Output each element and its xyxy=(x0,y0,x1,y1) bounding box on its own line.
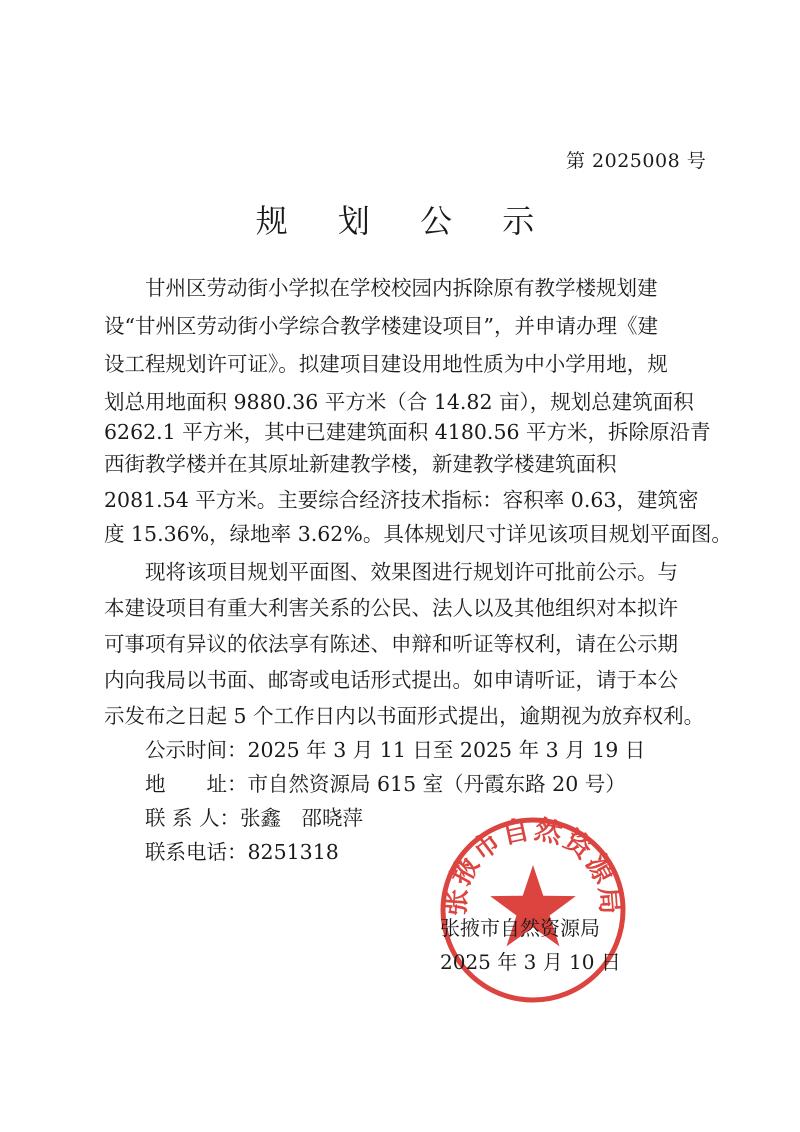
address-value: 市自然资源局 615 室（丹霞东路 20 号） xyxy=(247,772,626,796)
document-number: 第 2025008 号 xyxy=(566,150,707,172)
contact-value: 张鑫 邵晓萍 xyxy=(240,806,364,830)
phone-value: 8251318 xyxy=(247,840,339,864)
official-seal-icon xyxy=(438,815,628,1005)
address xyxy=(145,772,626,796)
paragraph-line: 可事项有异议的依法享有陈述、申辩和听证等权利，请在公示期 xyxy=(104,632,678,656)
signature-org: 张掖市自然资源局 xyxy=(440,916,600,940)
paragraph-line: 本建设项目有重大利害关系的公民、法人以及其他组织对本拟许 xyxy=(104,596,678,620)
seal-text: 张掖市自然资源局 xyxy=(440,815,626,918)
paragraph-line: 西街教学楼并在其原址新建教学楼，新建教学楼建筑面积 xyxy=(104,452,617,476)
paragraph-line: 设工程规划许可证》。拟建项目建设用地性质为中小学用地，规 xyxy=(104,352,668,376)
publicity-time xyxy=(145,738,645,762)
publicity-time-label: 公示时间： xyxy=(145,738,248,762)
publicity-time-value: 2025 年 3 月 11 日至 2025 年 3 月 19 日 xyxy=(247,738,646,762)
contact-phone xyxy=(145,840,339,864)
paragraph-line: 示发布之日起 5 个工作日内以书面形式提出，逾期视为放弃权利。 xyxy=(104,704,705,728)
paragraph-line: 6262.1 平方米，其中已建建筑面积 4180.56 平方米，拆除原沿青 xyxy=(104,420,711,444)
paragraph-line: 现将该项目规划平面图、效果图进行规划许可批前公示。与 xyxy=(145,560,678,584)
document-title: 规 划 公 示 xyxy=(255,202,555,240)
paragraph-line: 2081.54 平方米。主要综合经济技术指标：容积率 0.63，建筑密 xyxy=(104,488,699,512)
contact-label: 联 系 人： xyxy=(145,806,241,830)
contact-person xyxy=(145,806,363,830)
phone-label: 联系电话： xyxy=(145,840,248,864)
paragraph-line: 设“甘州区劳动街小学综合教学楼建设项目”，并申请办理《建 xyxy=(104,314,658,338)
address-label: 地 址： xyxy=(145,772,248,796)
paragraph-line: 划总用地面积 9880.36 平方米（合 14.82 亩），规划总建筑面积 xyxy=(104,390,694,414)
signature-date: 2025 年 3 月 10 日 xyxy=(440,950,621,974)
paragraph-line: 内向我局以书面、邮寄或电话形式提出。如申请听证，请于本公 xyxy=(104,668,678,692)
paragraph-line: 度 15.36%，绿地率 3.62%。具体规划尺寸详见该项目规划平面图。 xyxy=(104,522,732,546)
paragraph-line: 甘州区劳动街小学拟在学校校园内拆除原有教学楼规划建 xyxy=(145,276,658,300)
